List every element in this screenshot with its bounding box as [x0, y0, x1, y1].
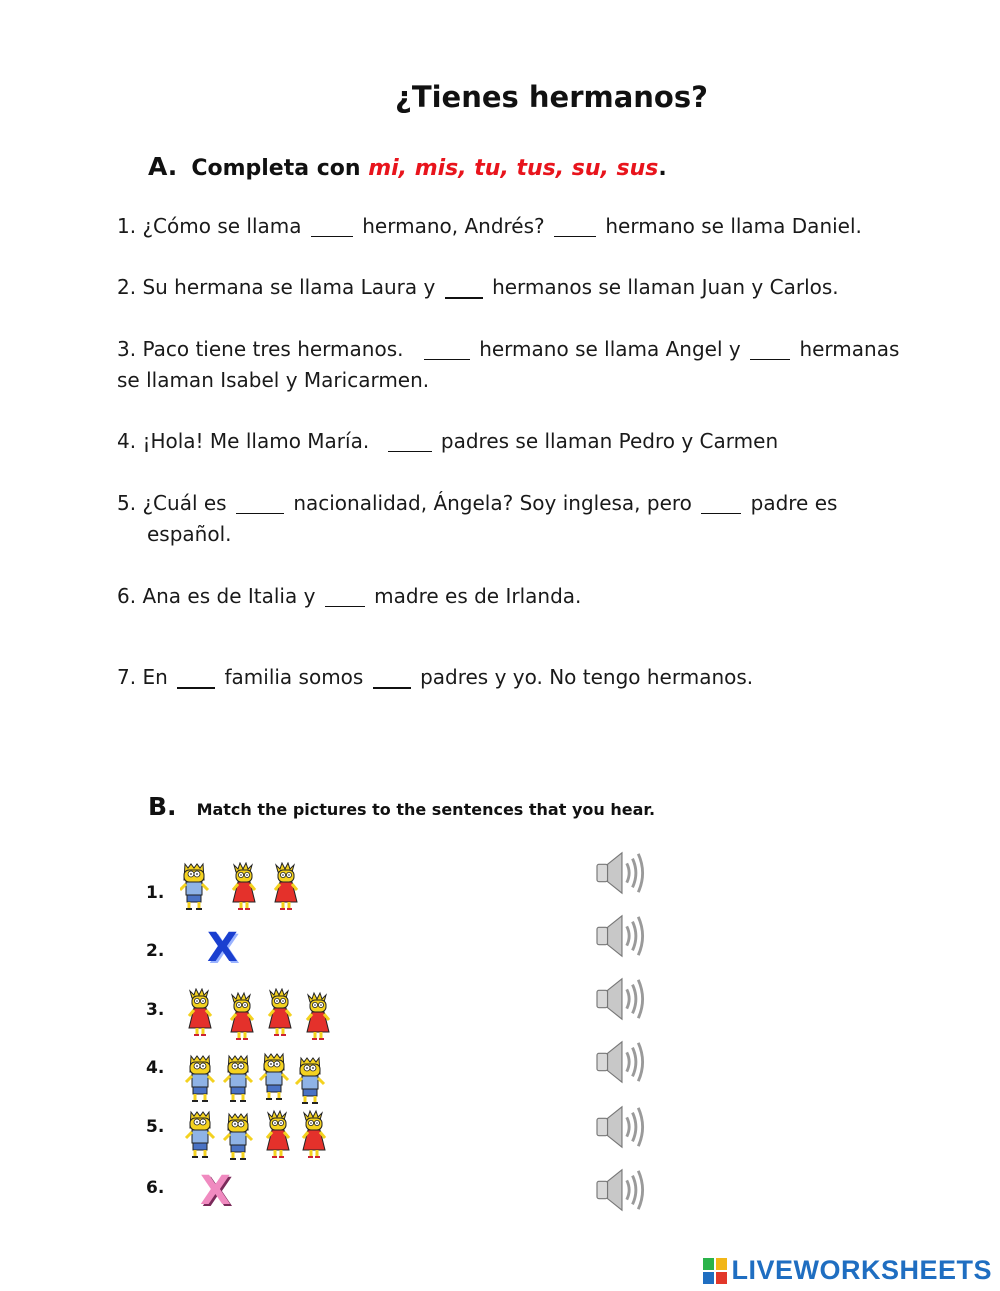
girl-figure-icon — [269, 989, 291, 1035]
boy-figure-icon — [260, 1054, 288, 1099]
q3-part-4: se llaman Isabel y Maricarmen. — [117, 368, 430, 392]
boy-figure-icon — [186, 1056, 214, 1101]
q3-part-2: hermano se llama Angel y — [479, 337, 741, 361]
q3-blank-2[interactable] — [750, 341, 790, 360]
boy-figure-icon — [224, 1114, 252, 1159]
boy-figure-icon — [224, 1056, 252, 1101]
q7-part-1: 7. En — [117, 665, 168, 689]
girl-figure-icon — [303, 1111, 325, 1157]
section-b-instruction: Match the pictures to the sentences that you hear. — [196, 800, 656, 819]
q5-blank-2[interactable] — [701, 495, 741, 514]
speaker-icon[interactable] — [592, 849, 650, 897]
item-3-picture — [180, 988, 340, 1048]
section-b-heading — [148, 792, 655, 821]
q4-blank-1[interactable] — [388, 433, 432, 452]
q5-part-1: 5. ¿Cuál es — [117, 491, 227, 515]
q6-part-2: madre es de Irlanda. — [374, 584, 582, 608]
q2-blank-1[interactable] — [445, 279, 483, 299]
question-7 — [117, 662, 937, 693]
question-3 — [117, 334, 937, 396]
q4-part-1: 4. ¡Hola! Me llamo María. — [117, 429, 370, 453]
boy-figure-icon — [296, 1058, 324, 1103]
brand-name: LIVEWORKSHEETS — [731, 1255, 992, 1285]
liveworksheets-logo-icon — [703, 1258, 727, 1284]
item-2-number: 2. — [146, 941, 165, 961]
item-5-number: 5. — [146, 1117, 165, 1137]
girl-figure-icon — [233, 863, 255, 909]
boy-figure-icon — [180, 864, 208, 909]
page-title: ¿Tienes hermanos? — [395, 80, 708, 114]
speaker-icon[interactable] — [592, 975, 650, 1023]
item-4-picture — [180, 1050, 340, 1110]
girl-figure-icon — [267, 1111, 289, 1157]
x-mark-blue-icon: X — [207, 925, 238, 971]
q1-blank-2[interactable] — [554, 218, 596, 237]
speaker-icon[interactable] — [592, 1166, 650, 1214]
question-2 — [117, 272, 937, 303]
section-a-heading — [148, 152, 667, 181]
girl-figure-icon — [307, 993, 329, 1039]
liveworksheets-logo — [703, 1255, 992, 1286]
q4-part-2: padres se llaman Pedro y Carmen — [440, 429, 779, 453]
q6-part-1: 6. Ana es de Italia y — [117, 584, 316, 608]
section-a-letter: A. — [148, 152, 178, 181]
q7-part-2: familia somos — [224, 665, 364, 689]
q5-part-2: nacionalidad, Ángela? Soy inglesa, pero — [293, 491, 692, 515]
girl-figure-icon — [231, 993, 253, 1039]
item-1-number: 1. — [146, 883, 165, 903]
q3-part-3: hermanas — [799, 337, 900, 361]
q2-part-1: 2. Su hermana se llama Laura y — [117, 275, 436, 299]
q6-blank-1[interactable] — [325, 588, 365, 607]
item-1-picture — [180, 862, 320, 922]
q5-part-4: español. — [147, 522, 232, 546]
q1-part-2: hermano, Andrés? — [362, 214, 545, 238]
q3-blank-1[interactable] — [424, 341, 470, 360]
item-4-number: 4. — [146, 1058, 165, 1078]
q1-blank-1[interactable] — [311, 218, 353, 237]
item-3-number: 3. — [146, 1000, 165, 1020]
x-mark-pink-icon: X — [200, 1168, 231, 1214]
q5-blank-1[interactable] — [236, 495, 284, 514]
question-5 — [117, 488, 937, 550]
q1-part-3: hermano se llama Daniel. — [605, 214, 862, 238]
boy-figure-icon — [186, 1112, 214, 1157]
question-1 — [117, 211, 937, 242]
question-6 — [117, 581, 937, 612]
section-a-period: . — [658, 156, 667, 181]
q2-part-2: hermanos se llaman Juan y Carlos. — [492, 275, 839, 299]
speaker-icon[interactable] — [592, 1103, 650, 1151]
q1-part-1: 1. ¿Cómo se llama — [117, 214, 302, 238]
section-b-letter: B. — [148, 792, 177, 821]
section-a-words: mi, mis, tu, tus, su, sus — [368, 156, 659, 181]
q7-blank-2[interactable] — [373, 669, 411, 689]
item-5-picture — [180, 1108, 340, 1168]
section-a-instruction: Completa con — [191, 156, 361, 181]
girl-figure-icon — [275, 863, 297, 909]
speaker-icon[interactable] — [592, 1038, 650, 1086]
girl-figure-icon — [189, 989, 211, 1035]
q3-part-1: 3. Paco tiene tres hermanos. — [117, 337, 404, 361]
item-6-number: 6. — [146, 1178, 165, 1198]
q5-part-3: padre es — [750, 491, 838, 515]
q7-part-3: padres y yo. No tengo hermanos. — [420, 665, 754, 689]
question-4 — [117, 426, 937, 457]
q7-blank-1[interactable] — [177, 669, 215, 689]
speaker-icon[interactable] — [592, 912, 650, 960]
